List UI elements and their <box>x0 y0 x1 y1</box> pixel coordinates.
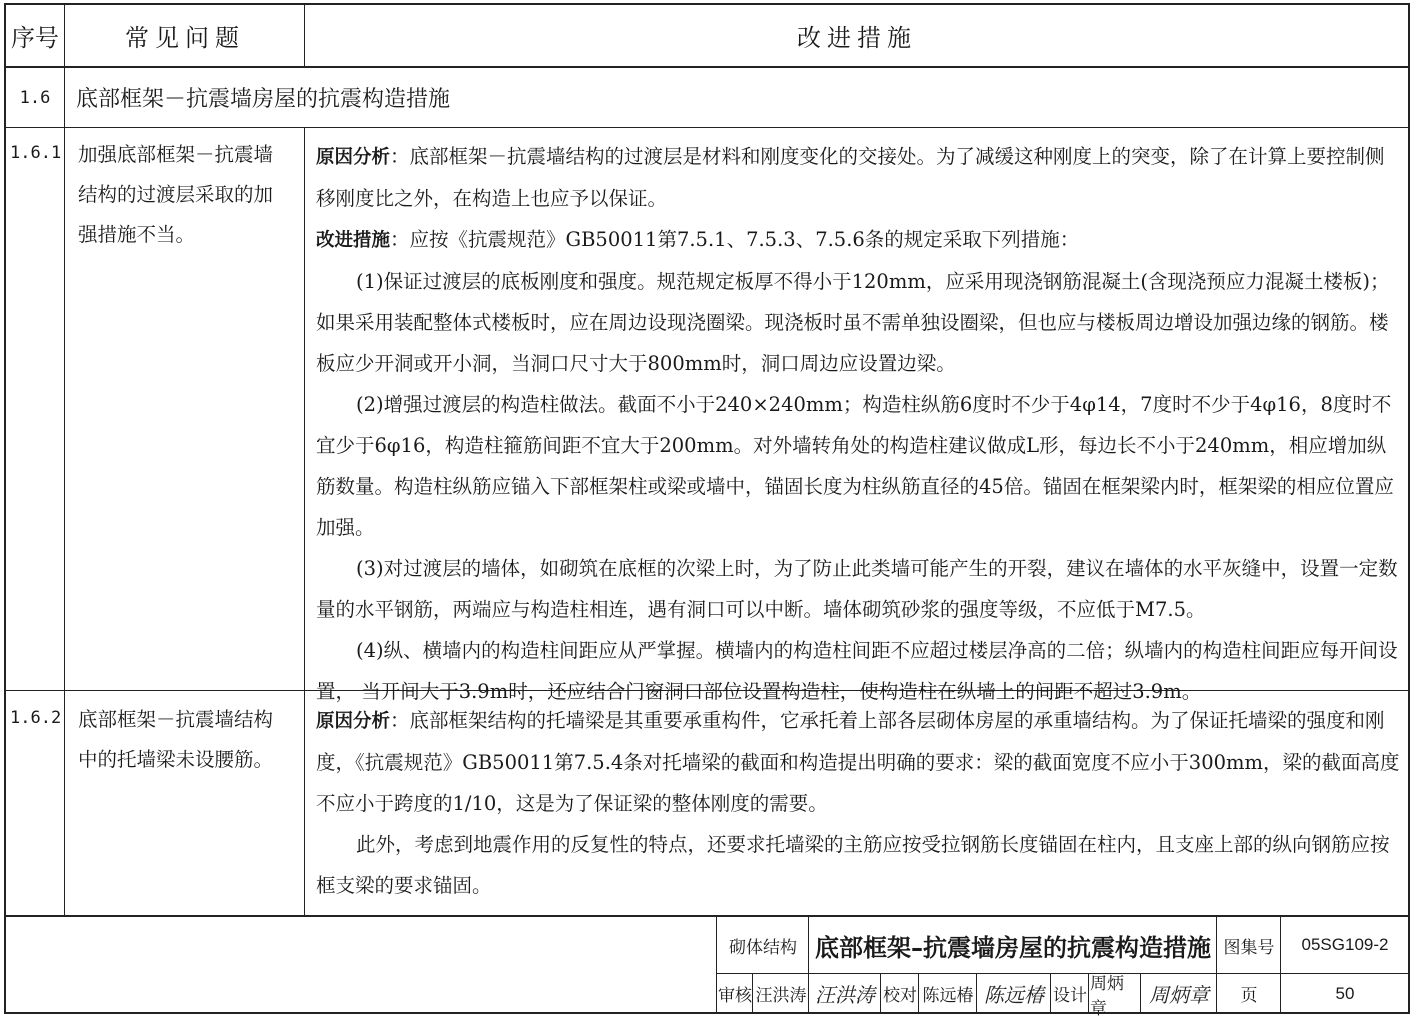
tb-rule <box>880 973 881 1012</box>
tb-rule <box>1280 915 1281 1012</box>
tb-review-label: 审核 <box>718 986 752 1006</box>
row-number: 1.6.2 <box>10 708 62 728</box>
measure-item: (1)保证过渡层的底板刚度和强度。规范规定板厚不得小于120mm，应采用现浇钢筋混凝土(含现浇预应力混凝土楼板)；如果采用装配整体式楼板时，应在周边设现浇圈梁。现浇板时虽不需单独设圈梁，但也应与楼板周边增设加强边缘的钢筋。楼板应少开洞或开小洞，当洞口尺寸大于800mm时，洞口周边应设置边梁。 <box>316 270 1390 375</box>
header-measures: 改进措施 <box>797 24 917 52</box>
problem-line: 结构的过渡层采取的加 <box>78 183 274 206</box>
problem-text <box>78 135 300 255</box>
tb-designer-signature: 周炳章 <box>1149 983 1209 1007</box>
tb-rule <box>976 973 977 1012</box>
tb-rule <box>918 973 919 1012</box>
section-title: 底部框架－抗震墙房屋的抗震构造措施 <box>76 87 451 112</box>
tb-rule <box>1216 915 1217 1012</box>
tb-rule <box>1050 973 1051 1012</box>
tb-atlas-number: 05SG109-2 <box>1301 935 1389 954</box>
tb-page-label: 页 <box>1240 986 1258 1006</box>
cause-label: 原因分析 <box>316 711 391 732</box>
frame-right <box>1408 3 1410 1013</box>
rule-col1 <box>64 3 65 915</box>
problem-line: 底部框架－抗震墙结构 <box>78 708 274 731</box>
problem-line: 强措施不当。 <box>78 223 196 246</box>
header-problem: 常见问题 <box>125 24 245 52</box>
tb-rule <box>716 973 1408 974</box>
measure-paragraph <box>316 219 1401 261</box>
extra-paragraph: 此外，考虑到地震作用的反复性的特点，还要求托墙梁的主筋应按受拉钢筋长度锚固在柱内，且支座上部的纵向钢筋应按框支梁的要求锚固。 <box>316 833 1390 897</box>
section-number: 1.6 <box>19 87 51 108</box>
problem-line: 加强底部框架－抗震墙 <box>78 143 274 166</box>
tb-rule <box>752 973 753 1012</box>
measure-item: (2)增强过渡层的构造柱做法。截面不小于240×240mm；构造柱纵筋6度时不少于4φ14，7度时不少于4φ16，8度时不宜少于6φ16，构造柱箍筋间距不宜大于200mm。对外墙转角处的构造柱建议做成L形，每边长不小于240mm，相应增加纵筋数量。构造柱纵筋应锚入下部框架柱或梁或墙中，锚固长度为柱纵筋直径的45倍。锚固在框架梁内时，框架梁的相应位置应加强。 <box>316 393 1394 539</box>
problem-text <box>78 700 300 780</box>
cause-text: ：底部框架结构的托墙梁是其重要承重构件，它承托着上部各层砌体房屋的承重墙结构。为了保证托墙梁的强度和刚度，《抗震规范》GB50011第7.5.4条对托墙梁的截面和构造提出明确的要求：梁的截面宽度不应小于300mm，梁的截面高度不应小于跨度的1/10，这是为了保证梁的整体刚度的需要。 <box>316 709 1400 815</box>
cause-text: ：底部框架－抗震墙结构的过渡层是材料和刚度变化的交接处。为了减缓这种刚度上的突变，除了在计算上要控制侧移刚度比之外，在构造上也应予以保证。 <box>316 145 1385 210</box>
tb-rule <box>808 973 809 1012</box>
tb-rule <box>808 915 809 973</box>
row-number: 1.6.1 <box>10 143 62 163</box>
tb-page-number: 50 <box>1335 983 1355 1003</box>
tb-check-label: 校对 <box>883 986 917 1006</box>
cause-paragraph <box>316 136 1401 219</box>
tb-checker-signature: 陈远椿 <box>984 983 1044 1007</box>
tb-title: 底部框架–抗震墙房屋的抗震构造措施 <box>815 933 1211 962</box>
rule-header <box>4 66 1410 68</box>
measure-item: (3)对过渡层的墙体，如砌筑在底框的次梁上时，为了防止此类墙可能产生的开裂，建议在墙体的水平灰缝中，设置一定数量的水平钢筋，两端应与构造柱相连，遇有洞口可以中断。墙体砌筑砂浆的强度等级，不应低于M7.5。 <box>316 557 1398 621</box>
measure-text: ：应按《抗震规范》GB50011第7.5.1、7.5.3、7.5.6条的规定采取下列措施： <box>390 228 1080 251</box>
tb-reviewer: 汪洪涛 <box>755 986 807 1006</box>
tb-atlas-label: 图集号 <box>1223 937 1275 958</box>
tb-rule <box>1140 973 1141 1012</box>
cause-label: 原因分析 <box>316 147 391 168</box>
tb-category: 砌体结构 <box>729 937 797 958</box>
rule-col2 <box>304 127 305 915</box>
cause-paragraph <box>316 700 1401 824</box>
frame-bottom <box>4 1012 1410 1014</box>
measures-text <box>316 700 1401 906</box>
header-seq: 序号 <box>11 24 59 52</box>
measure-item: (4)纵、横墙内的构造柱间距应从严掌握。横墙内的构造柱间距不应超过楼层净高的二倍；纵墙内的构造柱间距应每开间设置， 当开间大于3.9m时，还应结合门窗洞口部位设置构造柱，使构造柱在纵墙上的间距不超过3.9m。 <box>316 639 1398 703</box>
rule-col2-header <box>304 3 305 67</box>
tb-design-label: 设计 <box>1053 986 1087 1006</box>
frame-left <box>4 3 6 1013</box>
measures-text <box>316 136 1401 712</box>
measure-label: 改进措施 <box>316 230 391 251</box>
rule-section <box>4 127 1410 128</box>
tb-rule <box>716 915 717 1012</box>
problem-line: 中的托墙梁未设腰筋。 <box>78 748 274 771</box>
tb-rule <box>1088 973 1089 1012</box>
tb-reviewer-signature: 汪洪涛 <box>815 983 875 1007</box>
tb-designer: 周炳章 <box>1090 973 1124 1019</box>
tb-checker: 陈远椿 <box>922 986 974 1006</box>
